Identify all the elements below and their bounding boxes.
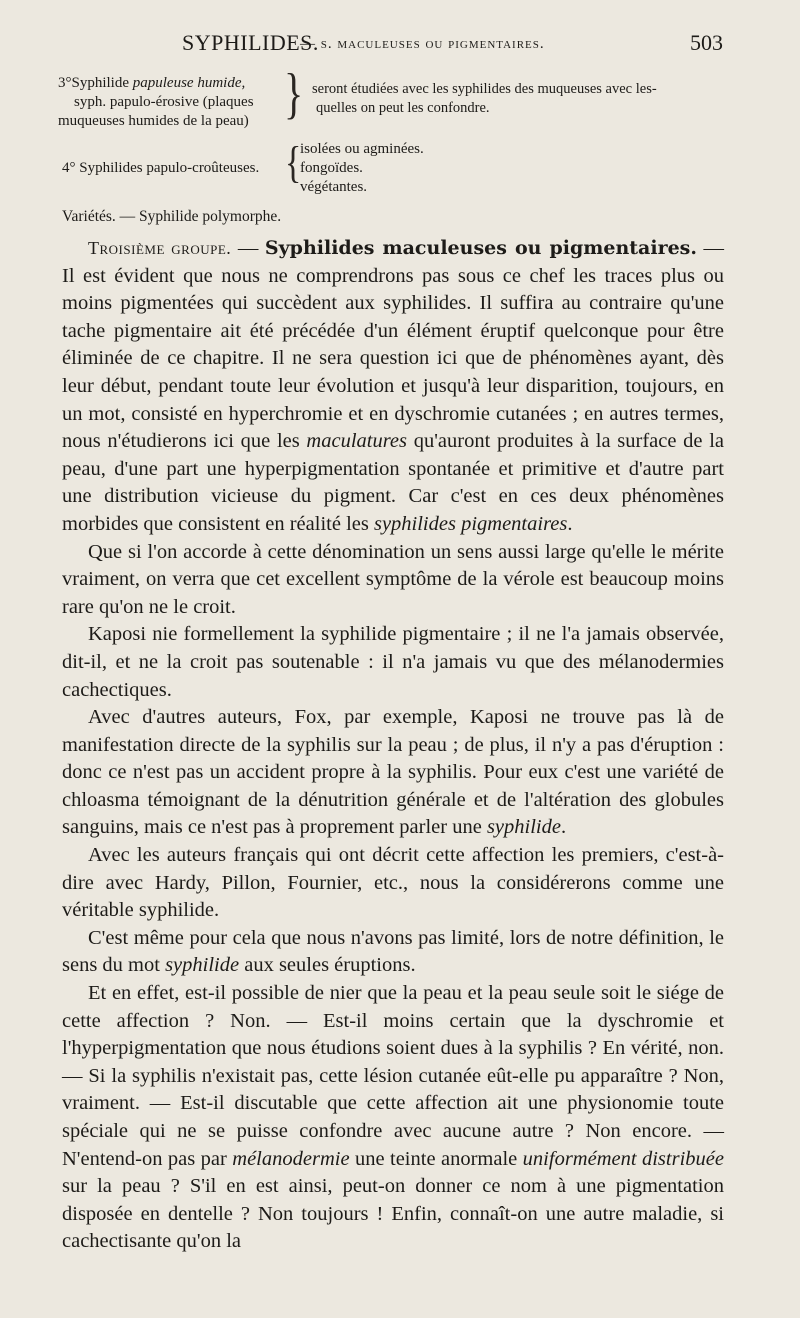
item3-line3: muqueuses humides de la peau) bbox=[58, 113, 249, 129]
paragraph: Avec les auteurs français qui ont décrit cette affection les premiers, c'est-à-dire avec Hardy, Pillon, Fournier, etc., nous la considérerons comme une véritable syphilide. bbox=[62, 844, 724, 922]
paragraph bbox=[62, 704, 724, 842]
paragraph: Kaposi nie formellement la syphilide pigmentaire ; il ne l'a jamais observée, dit-il, et ne la croit pas soutenable : il n'a jamais vu que des mélanodermies cachectiques. bbox=[62, 623, 724, 701]
item4-label: 4° Syphilides papulo-croûteuses. bbox=[62, 160, 260, 176]
item4-option: fongoïdes. bbox=[300, 160, 363, 176]
paragraph: Que si l'on accorde à cette dénomination un sens aussi large qu'elle le mérite vraiment, on verra que cet excellent symptôme de la vérole est beaucoup moins rare qu'on ne le croit. bbox=[62, 540, 724, 618]
text-run: une teinte anormale bbox=[349, 1147, 523, 1170]
text-run: sur la peau ? S'il en est ainsi, peut-on donner ce nom à une pigmentation disposée en dentelle ? Non toujours ! Enfin, connaît-on une autre maladie, si cachectisante qu'on la bbox=[62, 1175, 724, 1253]
text-run: aux seules éruptions. bbox=[239, 954, 416, 977]
item4-options bbox=[300, 140, 500, 197]
group-title: Troisième groupe. bbox=[88, 238, 232, 258]
item3-line2: syph. papulo-érosive (plaques bbox=[74, 94, 254, 110]
dash: — bbox=[231, 237, 265, 259]
text-run: Avec d'autres auteurs, Fox, par exemple, Kaposi ne trouve pas là de manifestation directe de la syphilis sur la peau ; de plus, il n'y a pas d'éruption : donc ce n'est pas un accident propre à la syphilis. Pour eux c'est une variété de chloasma témoignant de la dénutrition générale et de l'altération des globules sanguins, mais ce n'est pas à proprement parler une bbox=[62, 706, 724, 839]
brace-right-icon: } bbox=[284, 61, 304, 125]
page-number: 503 bbox=[690, 30, 723, 55]
item4-option: isolées ou agminées. bbox=[300, 141, 424, 157]
text-run: . bbox=[567, 512, 573, 535]
item3-note bbox=[312, 80, 732, 118]
item3-label bbox=[58, 74, 298, 131]
italic-term: uniformément distribuée bbox=[522, 1147, 724, 1170]
italic-term: syphilides pigmentaires bbox=[373, 512, 568, 535]
varietes-line: Variétés. — Syphilide polymorphe. bbox=[62, 208, 282, 225]
text-run: C'est même pour cela que nous n'avons pas limité, lors de notre définition, le sens du mot bbox=[62, 926, 724, 977]
running-title: SYPHILIDES. bbox=[182, 30, 319, 55]
paragraph bbox=[62, 235, 724, 539]
paragraph bbox=[62, 925, 724, 980]
text-run: Et en effet, est-il possible de nier que la peau et la peau seule soit le siége de cette affection ? Non. — Est-il moins certain que la dyschromie et l'hyperpigmentation que nous étudions soient dues à la syphilis ? En vérité, non. — Si la syphilis n'existait pas, cette lésion cutanée eût-elle pu apparaître ? Non, vraiment. — Est-il discutable que cette affection ait une physionomie toute spéciale qui ne se puisse confondre avec aucune autre ? Non encore. — N'entend-on pas par bbox=[62, 982, 724, 1170]
text-run: — Il est évident que nous ne comprendrons pas sous ce chef les traces plus ou moins pigmentées qui succèdent aux syphilides. Il suffira au contraire qu'une tache pigmentaire ait été précédée d'un élément éruptif quelconque pour être éliminée de ce chapitre. Il ne sera question ici que de phénomènes ayant, dès leur début, pendant toute leur évolution et jusqu'à leur disparition, toujours, en un mot, consisté en hyperchromie et en dyschromie cutanées ; en autres termes, nous n'étudierons ici que les bbox=[62, 237, 725, 453]
running-subtitle: — s. maculeuses ou pigmentaires. bbox=[300, 36, 545, 52]
text-run: qu'auront produites à la surface de la peau, d'une part une hyperpigmentation spontanée et primitive et d'autre part une distribution vicieuse du pigment. Car c'est en ces deux phénomènes morbides que consistent en réalité les bbox=[62, 430, 724, 535]
item4-option: végétantes. bbox=[300, 179, 368, 195]
item3-note-line1: seront étudiées avec les syphilides des muqueuses avec les- bbox=[312, 81, 657, 97]
italic-term: mélanodermie bbox=[232, 1147, 350, 1170]
item3-pre: Syphilide bbox=[71, 75, 130, 91]
item3-italic: papuleuse humide, bbox=[132, 75, 246, 91]
body-text bbox=[62, 235, 724, 1256]
item3-note-line2: quelles on peut les confondre. bbox=[316, 100, 490, 116]
text-run: . bbox=[560, 816, 567, 839]
italic-term: maculatures bbox=[306, 430, 408, 453]
italic-term: syphilide bbox=[165, 954, 240, 977]
brace-left-icon: { bbox=[285, 139, 302, 188]
running-header bbox=[0, 30, 800, 60]
section-heading: Syphilides maculeuses ou pigmentaires. bbox=[264, 237, 697, 259]
paragraph bbox=[62, 980, 724, 1256]
item3-number: 3° bbox=[58, 75, 72, 91]
italic-term: syphilide bbox=[486, 816, 561, 839]
